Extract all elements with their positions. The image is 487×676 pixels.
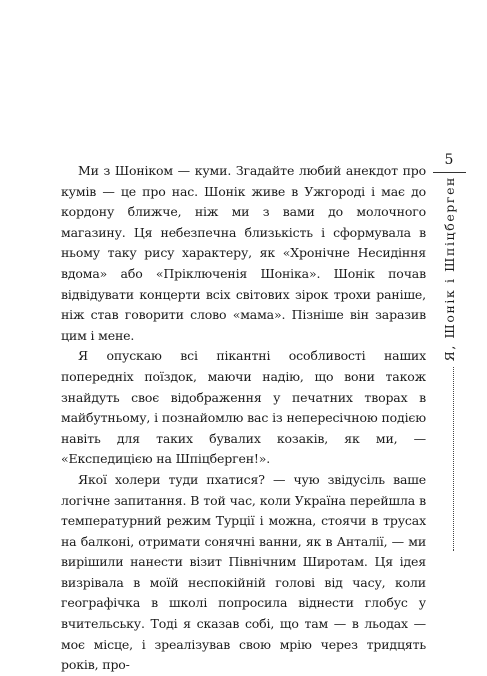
- running-head-rule: [433, 172, 466, 173]
- paragraph-3: Якої холери туди пхатися? — чую звідусіль ваше логічне запитання. В той час, коли Україна перейшла в температурний режим Турції і можна, стоячи в трусах на балконі, отримати сонячні ванни, як в Анталії, — ми вирішили нанести візит Північним Широтам. Ця ідея визрівала в моїй неспокійній голові від часу, коли географічка в школі попросила віднести глобус у вчительську. Тоді я сказав собі, що там — в льодах — моє місце, і зреалізував свою мрію через тридцять років, про-: [61, 471, 426, 673]
- body-text: [61, 161, 426, 676]
- page-number: 5: [444, 152, 454, 168]
- running-head-dotted-leader: [453, 367, 454, 551]
- paragraph-1: Ми з Шоніком — куми. Згадайте любий анекдот про кумів — це про нас. Шонік живе в Ужгороді і має до кордону ближче, ніж ми з вами до молочного магазину. Ця небезпечна близькість і сформувала в ньому таку рису характеру, як «Хронічне Несидіння вдома» або «Пріключенія Шоніка». Шонік почав відвідувати концерти всіх світових зірок трохи раніше, ніж став говорити слово «мама». Пізніше він заразив цим і мене.: [61, 163, 426, 343]
- paragraph-2: Я опускаю всі пікантні особливості наших попередніх поїздок, маючи надію, що вони також знайдуть своє відображення у печатних творах в майбутньому, і познайомлю вас із непересічною подією навіть для таких бувалих козаків, як ми, — «Експедицією на Шпіцберген!».: [61, 348, 426, 467]
- running-head: [436, 176, 462, 551]
- running-head-rotated: [436, 176, 462, 551]
- running-head-title: Я, Шонік і Шпіцберген: [441, 176, 457, 362]
